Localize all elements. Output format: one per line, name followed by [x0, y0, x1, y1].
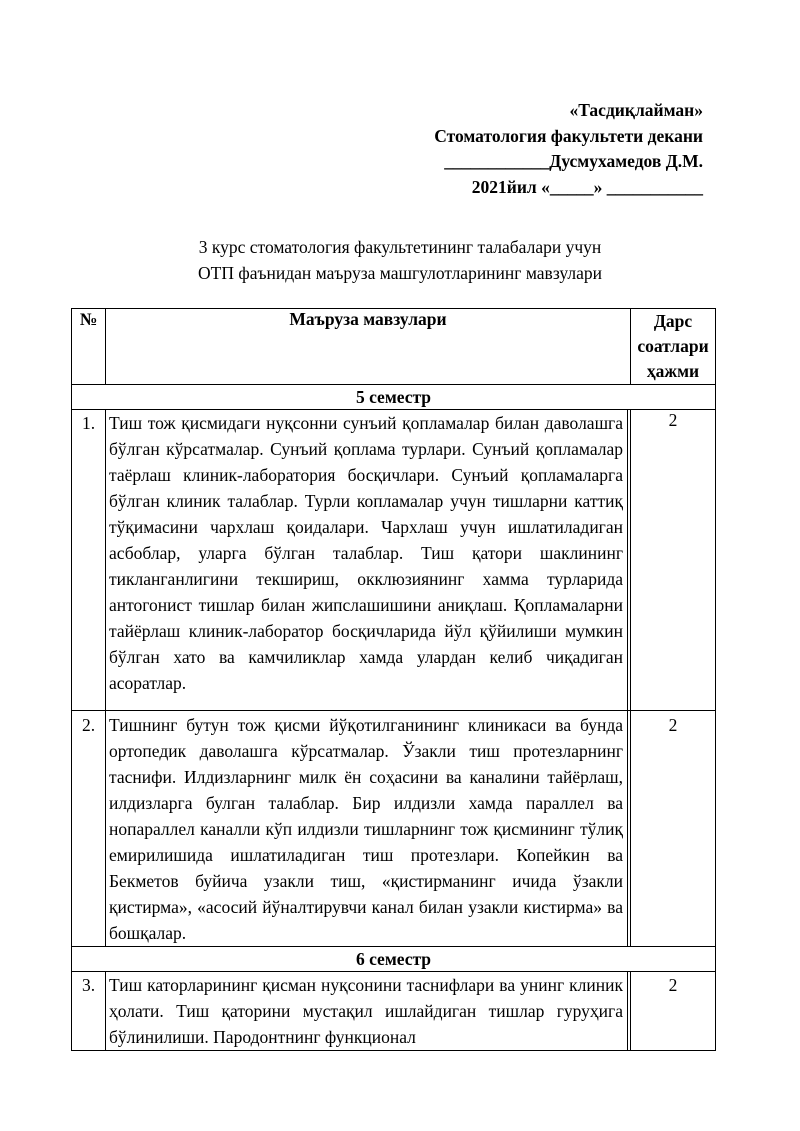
row-number: 1.	[72, 410, 106, 711]
semester-label: 6 семестр	[72, 947, 716, 972]
title-line-1: 3 курс стоматология факультетининг талабалари учун	[198, 237, 602, 257]
header-hours: Дарс соатлари ҳажми	[631, 309, 716, 385]
table-header-row	[72, 309, 716, 385]
table-row	[72, 711, 716, 947]
header-number: №	[72, 309, 106, 385]
row-topic-cell	[106, 711, 631, 947]
row-number: 3.	[72, 972, 106, 1051]
document-title	[0, 234, 800, 286]
lecture-topics-table	[71, 308, 716, 1051]
header-topic: Маъруза мавзулари	[106, 309, 631, 385]
row-hours: 2	[631, 711, 716, 947]
semester-row	[72, 385, 716, 410]
semester-row	[72, 947, 716, 972]
table-row	[72, 410, 716, 711]
approval-date-line: 2021йил «_____» ___________	[471, 176, 703, 197]
row-topic: Тиш тож қисмидаги нуқсонни сунъий қопламалар билан даволашга бўлган кўрсатмалар. Сунъий қоплама турлари. Сунъий қопламалар таёрлаш клиник-лаборатория босқичлари. Сунъий қопламаларга бўлган клиник талаблар. Турли копламалар учун тишларни каттиқ тўқимасини чархлаш қоидалари. Чархлаш учун ишлатиладиган асбоблар, уларга бўлган талаблар. Тиш қатори шаклининг тикланганлигини текшириш, окклюзиянинг хамма турларида антогонист тишлар билан жипслашишини аниқлаш. Қопламаларни тайёрлаш клиник-лаборатор босқичларида йўл қўйилиши мумкин бўлган хато ва камчиликлар хамда улардан келиб чиқадиган асоратлар.	[106, 410, 628, 710]
row-number: 2.	[72, 711, 106, 947]
table-row	[72, 972, 716, 1051]
row-topic: Тишнинг бутун тож қисми йўқотилганининг клиникаси ва бунда ортопедик даволашга кўрсатмалар. Ўзакли тиш протезларнинг таснифи. Илдизларнинг милк ён соҳасини ва каналини тайёрлаш, илдизларга булган талаблар. Бир илдизли хамда параллел ва нопараллел каналли кўп илдизли тишларнинг тож қисмининг тўлиқ емирилишида ишлатиладиган тиш протезлари. Копейкин ва Бекметов буйича узакли тиш, «қистирманинг ичида ўзакли қистирма», «асосий йўналтирувчи канал билан узакли кистирма» ва бошқалар.	[106, 711, 628, 946]
row-hours: 2	[631, 972, 716, 1051]
row-hours: 2	[631, 410, 716, 711]
row-topic: Тиш каторларининг қисман нуқсонини таснифлари ва унинг клиник ҳолати. Тиш қаторини мустақил ишлайдиган тишлар гуруҳига бўлинилиши. Пародонтнинг функционал	[106, 972, 628, 1050]
title-line-2: ОТП фаънидан маъруза машгулотларининг мавзулари	[198, 263, 602, 283]
approval-title: «Тасдиқлайман»	[569, 100, 703, 120]
row-topic-cell	[106, 410, 631, 711]
approval-signature-line: ____________Дусмухамедов Д.М.	[444, 151, 703, 171]
approval-block	[434, 98, 703, 200]
semester-label: 5 семестр	[72, 385, 716, 410]
approval-dean-position: Стоматология факультети декани	[434, 125, 703, 146]
row-topic-cell	[106, 972, 631, 1051]
